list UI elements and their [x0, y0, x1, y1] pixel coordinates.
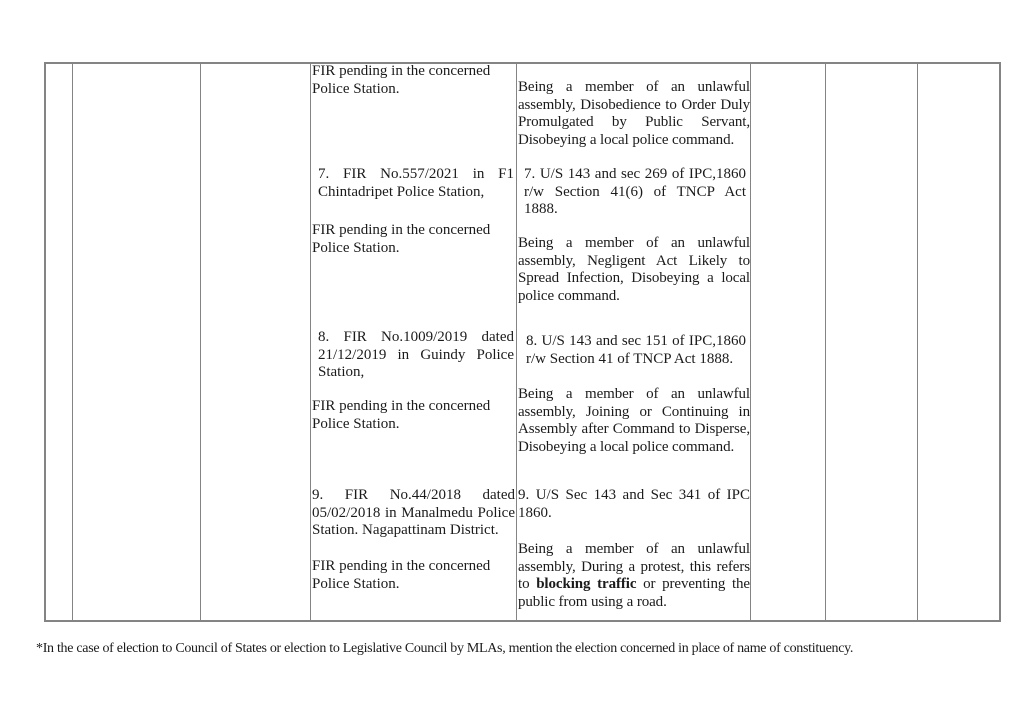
- constituency-footnote: *In the case of election to Council of States or election to Legislative Council by MLAs, mention the election concerned in place of name of constituency.: [36, 641, 854, 656]
- offence-description-9-post: or preventing the public from using a road.: [518, 576, 750, 610]
- offence-description-9-pre: Being a member of an unlawful assembly, During a protest, this refers to: [518, 541, 750, 592]
- table-cell-serial-number: [46, 64, 73, 620]
- table-cell-offence-sections: [517, 64, 751, 620]
- fir-entry-8: 8. FIR No.1009/2019 dated 21/12/2019 in Guindy Police Station,: [318, 329, 514, 380]
- pending-cases-table: [44, 62, 1001, 622]
- offence-description-9: [517, 541, 750, 611]
- table-cell-empty-7: [826, 64, 918, 620]
- table-cell-empty-6: [751, 64, 826, 620]
- fir-entry-7: 7. FIR No.557/2021 in F1 Chintadripet Police Station,: [318, 166, 514, 200]
- offence-description-7: Being a member of an unlawful assembly, Negligent Act Likely to Spread Infection, Disobeying a local police command.: [518, 235, 750, 304]
- table-cell-fir-details: [311, 64, 517, 620]
- fir-pending-status-9: FIR pending in the concerned Police Station.: [312, 558, 491, 592]
- fir-entry-9: 9. FIR No.44/2018 dated 05/02/2018 in Manalmedu Police Station. Nagapattinam District.: [312, 487, 515, 538]
- table-cell-empty-2: [73, 64, 201, 620]
- table-cell-empty-3: [201, 64, 311, 620]
- table-cell-empty-8: [918, 64, 999, 620]
- offence-description-6: Being a member of an unlawful assembly, Disobedience to Order Duly Promulgated by Public Servant, Disobeying a local police command.: [518, 79, 750, 148]
- offence-sections-9: 9. U/S Sec 143 and Sec 341 of IPC 1860.: [518, 487, 750, 521]
- offence-description-8: Being a member of an unlawful assembly, Joining or Continuing in Assembly after Command to Disperse, Disobeying a local police command.: [518, 386, 750, 455]
- fir-pending-status-8: FIR pending in the concerned Police Station.: [312, 398, 491, 432]
- offence-sections-8: 8. U/S 143 and sec 151 of IPC,1860 r/w Section 41 of TNCP Act 1888.: [526, 333, 746, 367]
- fir-pending-status-6: FIR pending in the concerned Police Station.: [312, 63, 491, 97]
- offence-description-9-bold: blocking traffic: [536, 576, 637, 592]
- offence-sections-7: 7. U/S 143 and sec 269 of IPC,1860 r/w Section 41(6) of TNCP Act 1888.: [524, 166, 746, 217]
- fir-pending-status-7: FIR pending in the concerned Police Station.: [312, 222, 491, 256]
